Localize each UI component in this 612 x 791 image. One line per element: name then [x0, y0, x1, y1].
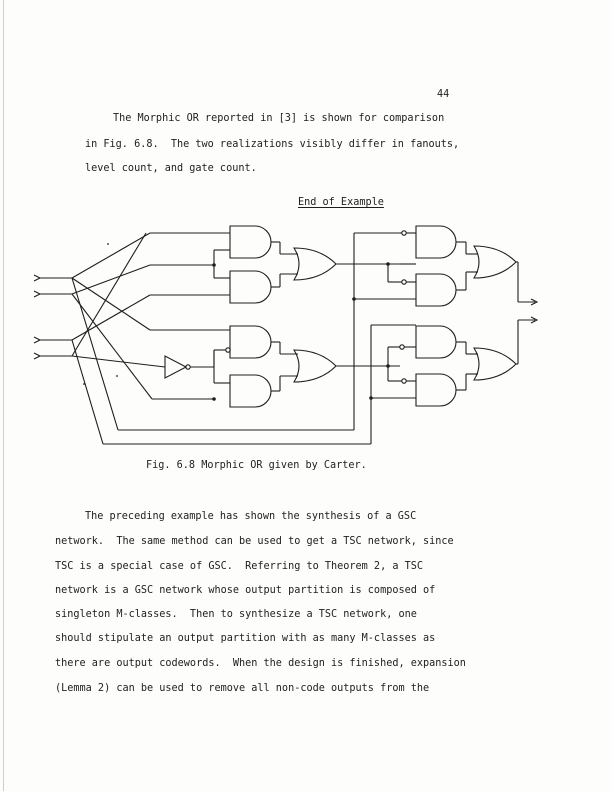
input-arrow-2 — [34, 291, 72, 297]
paragraph1-line-3: level count, and gate count. — [85, 163, 257, 174]
or-gate-1 — [294, 248, 400, 280]
paragraph2-line-2: network. The same method can be used to get a TSC network, since — [55, 536, 454, 547]
paragraph2-line-3: TSC is a special case of GSC. Referring to Theorem 2, a TSC — [55, 561, 424, 572]
paragraph2-line-6: should stipulate an output partition with as many M-classes as — [55, 633, 436, 644]
and-gate-4 — [230, 375, 298, 407]
end-of-example-label: End of Example — [298, 197, 384, 208]
input-wiring — [72, 233, 371, 444]
and-gate-2 — [230, 271, 298, 303]
paragraph2-line-7: there are output codewords. When the design is finished, expansion — [55, 658, 466, 669]
and-gate-1 — [230, 226, 298, 258]
and-gate-5 — [402, 226, 478, 258]
paragraph2-line-5: singleton M-classes. Then to synthesize a TSC network, one — [55, 609, 417, 620]
second-level-wiring — [354, 233, 416, 398]
input-arrow-3 — [34, 337, 72, 343]
and-gate-6 — [402, 272, 478, 306]
figure-caption: Fig. 6.8 Morphic OR given by Carter. — [146, 460, 367, 471]
or-gate-3 — [474, 246, 537, 305]
page-number: 44 — [437, 89, 450, 100]
not-gate — [165, 356, 190, 378]
paragraph2-line-1: The preceding example has shown the synthesis of a GSC — [85, 511, 417, 522]
paragraph1-line-1: The Morphic OR reported in [3] is shown for comparison — [113, 113, 445, 124]
paragraph2-line-8: (Lemma 2) can be used to remove all non-code outputs from the — [55, 683, 430, 694]
paragraph1-line-2: in Fig. 6.8. The two realizations visibly differ in fanouts, — [85, 139, 460, 150]
paragraph2-line-4: network is a GSC network whose output partition is composed of — [55, 585, 436, 596]
and-gate-7 — [400, 326, 478, 358]
or-gate-4 — [474, 317, 537, 380]
input-arrow-4 — [34, 353, 72, 359]
and-gate-3 — [226, 326, 298, 358]
or-gate-2 — [294, 350, 400, 382]
input-arrow-1 — [34, 275, 72, 281]
junction-dots — [83, 243, 390, 401]
and-gate-8 — [402, 374, 478, 406]
